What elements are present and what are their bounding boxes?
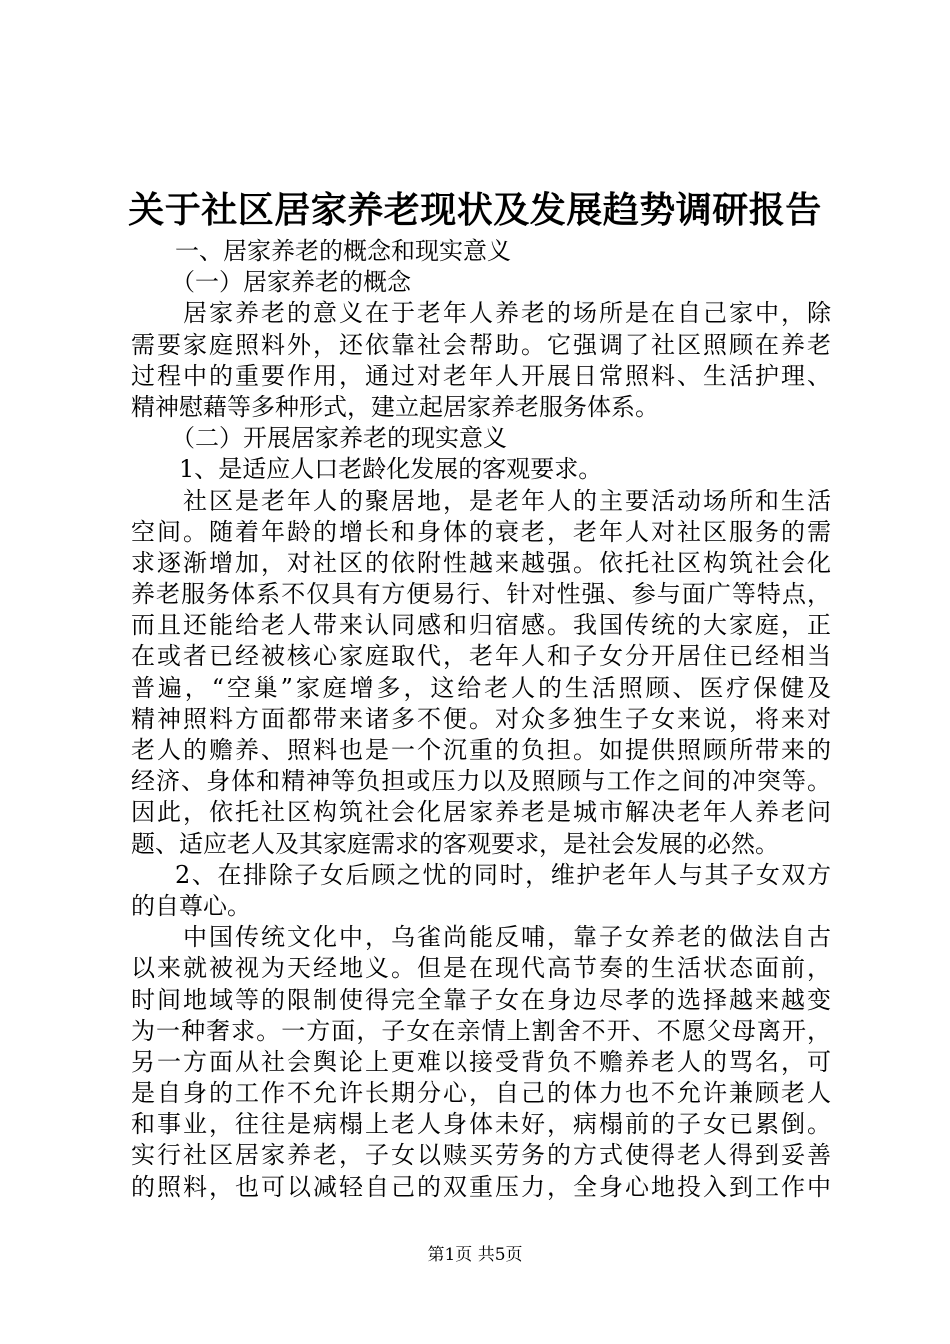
page-footer: 第1页 共5页 bbox=[427, 1245, 523, 1265]
paragraph-line: 和事业，往往是病榻上老人身体未好，病榻前的子女已累倒。 bbox=[131, 1110, 831, 1139]
paragraph-line: 经济、身体和精神等负担或压力以及照顾与工作之间的冲突等。 bbox=[131, 767, 831, 796]
section-heading-1: 一、居家养老的概念和现实意义 bbox=[175, 237, 511, 265]
point-heading-1: 1、是适应人口老龄化发展的客观要求。 bbox=[179, 455, 603, 484]
paragraph-line: 而且还能给老人带来认同感和归宿感。我国传统的大家庭，正 bbox=[131, 611, 831, 640]
paragraph-line: 精神照料方面都带来诸多不便。对众多独生子女来说，将来对 bbox=[131, 704, 831, 733]
paragraph-line: 题、适应老人及其家庭需求的客观要求，是社会发展的必然。 bbox=[131, 829, 779, 858]
paragraph-line: 过程中的重要作用，通过对老年人开展日常照料、生活护理、 bbox=[131, 361, 831, 390]
point-heading-2: 2、在排除子女后顾之忧的同时，维护老年人与其子女双方 bbox=[175, 860, 831, 889]
paragraph-line: 养老服务体系不仅具有方便易行、针对性强、参与面广等特点， bbox=[131, 580, 831, 609]
document-title: 关于社区居家养老现状及发展趋势调研报告 bbox=[128, 189, 822, 231]
document-body bbox=[131, 236, 831, 1203]
paragraph-line: 老人的赡养、照料也是一个沉重的负担。如提供照顾所带来的 bbox=[131, 736, 831, 764]
paragraph-line: 以来就被视为天经地义。但是在现代高节奏的生活状态面前， bbox=[131, 954, 831, 983]
paragraph-line: 空间。随着年龄的增长和身体的衰老，老年人对社区服务的需 bbox=[131, 517, 831, 546]
paragraph-line: 中国传统文化中，乌雀尚能反哺，靠子女养老的做法自古 bbox=[183, 923, 831, 952]
point-heading-2-continued: 的自尊心。 bbox=[131, 891, 251, 920]
paragraph-line: 需要家庭照料外，还依靠社会帮助。它强调了社区照顾在养老 bbox=[131, 330, 831, 359]
paragraph-line: 是自身的工作不允许长期分心，自己的体力也不允许兼顾老人 bbox=[131, 1079, 831, 1108]
paragraph-line: 普遍，“空巢”家庭增多，这给老人的生活照顾、医疗保健及 bbox=[131, 673, 831, 702]
paragraph-line: 居家养老的意义在于老年人养老的场所是在自己家中，除 bbox=[183, 299, 831, 328]
paragraph-line: 另一方面从社会舆论上更难以接受背负不赡养老人的骂名，可 bbox=[131, 1047, 831, 1076]
subsection-heading-1: （一）居家养老的概念 bbox=[171, 268, 411, 297]
subsection-heading-2: （二）开展居家养老的现实意义 bbox=[171, 424, 507, 453]
paragraph-line: 因此，依托社区构筑社会化居家养老是城市解决老年人养老问 bbox=[131, 798, 831, 827]
paragraph-line: 时间地域等的限制使得完全靠子女在身边尽孝的选择越来越变 bbox=[131, 985, 831, 1014]
paragraph-line: 社区是老年人的聚居地，是老年人的主要活动场所和生活 bbox=[183, 486, 831, 515]
paragraph-line: 的照料，也可以减轻自己的双重压力，全身心地投入到工作中 bbox=[131, 1172, 831, 1201]
paragraph-line: 实行社区居家养老，子女以赎买劳务的方式使得老人得到妥善 bbox=[131, 1141, 831, 1170]
paragraph-line: 在或者已经被核心家庭取代，老年人和子女分开居住已经相当 bbox=[131, 642, 831, 671]
paragraph-line: 为一种奢求。一方面，子女在亲情上割舍不开、不愿父母离开， bbox=[131, 1016, 831, 1045]
paragraph-line: 精神慰藉等多种形式，建立起居家养老服务体系。 bbox=[131, 392, 659, 421]
paragraph-line: 求逐渐增加，对社区的依附性越来越强。依托社区构筑社会化 bbox=[131, 548, 831, 577]
